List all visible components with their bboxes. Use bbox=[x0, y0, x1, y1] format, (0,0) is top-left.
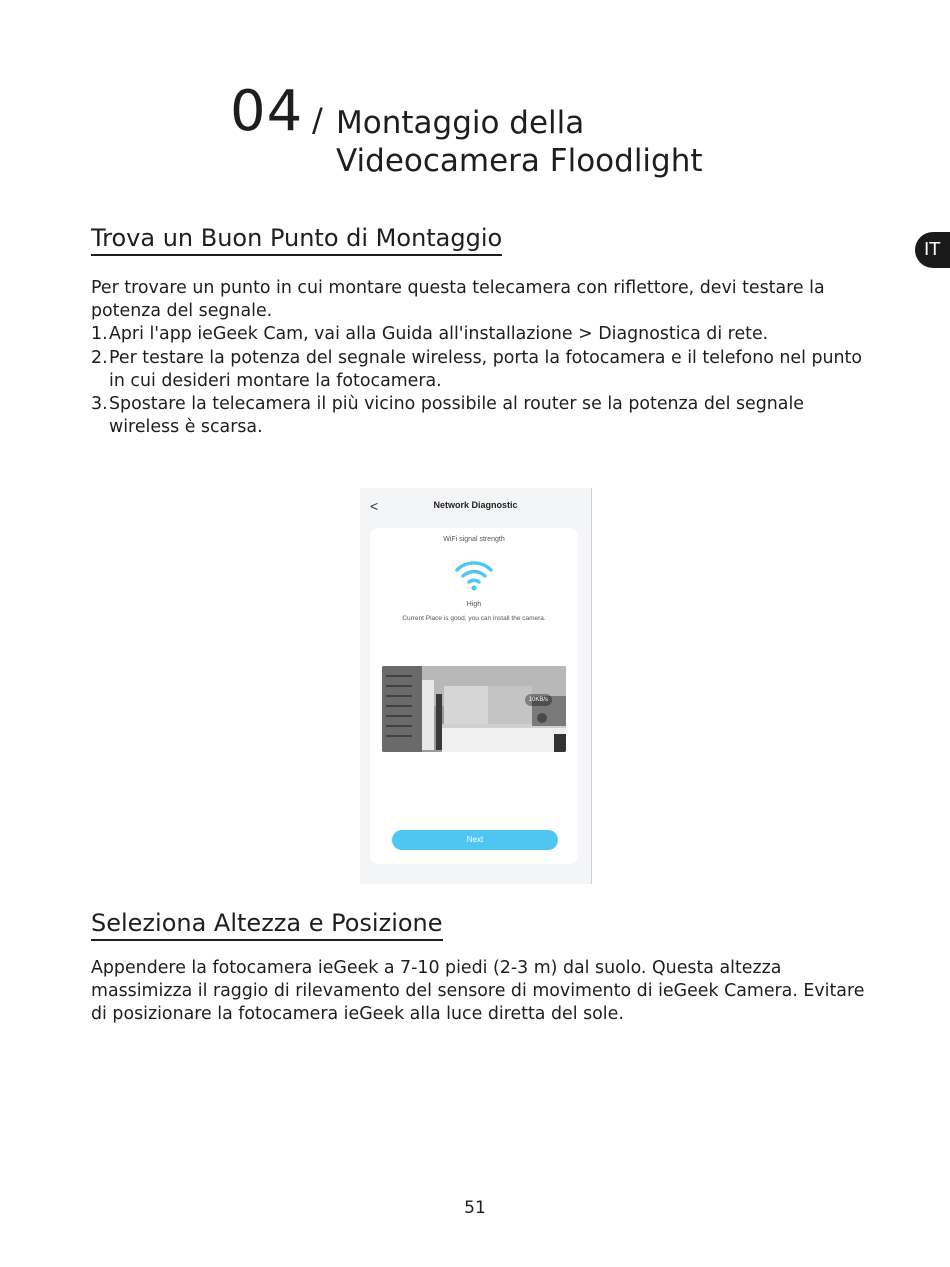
language-tab: IT bbox=[915, 232, 950, 268]
app-screenshot bbox=[360, 488, 592, 884]
diagnostic-card bbox=[370, 528, 578, 864]
wifi-strength-label: WiFi signal strength bbox=[443, 536, 505, 543]
section-mounting-point-body bbox=[91, 277, 871, 439]
next-button[interactable]: Next bbox=[392, 830, 558, 850]
section-heading-height-position: Seleziona Altezza e Posizione bbox=[91, 908, 443, 941]
page-number: 51 bbox=[464, 1198, 486, 1218]
chapter-separator: / bbox=[312, 101, 323, 139]
intro-paragraph: Per trovare un punto in cui montare questa telecamera con riflettore, devi testare la potenza del segnale. bbox=[91, 278, 825, 322]
chapter-title-line2: Videocamera Floodlight bbox=[336, 143, 703, 179]
step-number: 3. bbox=[91, 394, 108, 415]
speed-badge: 10KB/s bbox=[525, 694, 552, 706]
step-text: Apri l'app ieGeek Cam, vai alla Guida all'installazione > Diagnostica di rete. bbox=[109, 324, 769, 345]
wifi-level-text: High bbox=[466, 601, 482, 608]
list-item bbox=[91, 393, 871, 439]
back-arrow-icon[interactable]: < bbox=[370, 498, 379, 514]
wifi-icon bbox=[454, 558, 494, 592]
step-number: 1. bbox=[91, 324, 108, 345]
screen-title: Network Diagnostic bbox=[433, 500, 518, 510]
section-heading-mounting-point: Trova un Buon Punto di Montaggio bbox=[91, 223, 502, 256]
list-item bbox=[91, 323, 871, 346]
section-height-position-body bbox=[91, 957, 871, 1027]
chapter-title bbox=[336, 104, 703, 180]
steps-list bbox=[91, 323, 871, 439]
chapter-title-line1: Montaggio della bbox=[336, 105, 585, 141]
step-text: Spostare la telecamera il più vicino possibile al router se la potenza del segnale wireless è scarsa. bbox=[109, 394, 804, 438]
step-number: 2. bbox=[91, 347, 108, 368]
chapter-number: 04 bbox=[230, 79, 304, 144]
camera-preview-image bbox=[382, 666, 566, 752]
list-item bbox=[91, 347, 871, 393]
wifi-description: Current Place is good, you can install the camera. bbox=[402, 615, 546, 622]
step-text: Per testare la potenza del segnale wireless, porta la fotocamera e il telefono nel punto in cui desideri montare la fotocamera. bbox=[109, 347, 863, 391]
height-position-paragraph: Appendere la fotocamera ieGeek a 7-10 piedi (2-3 m) dal suolo. Questa altezza massimizza il raggio di rilevamento del sensore di movimento di ieGeek Camera. Evitare di posizionare la fotocamera ieGeek alla luce diretta del sole. bbox=[91, 958, 865, 1025]
